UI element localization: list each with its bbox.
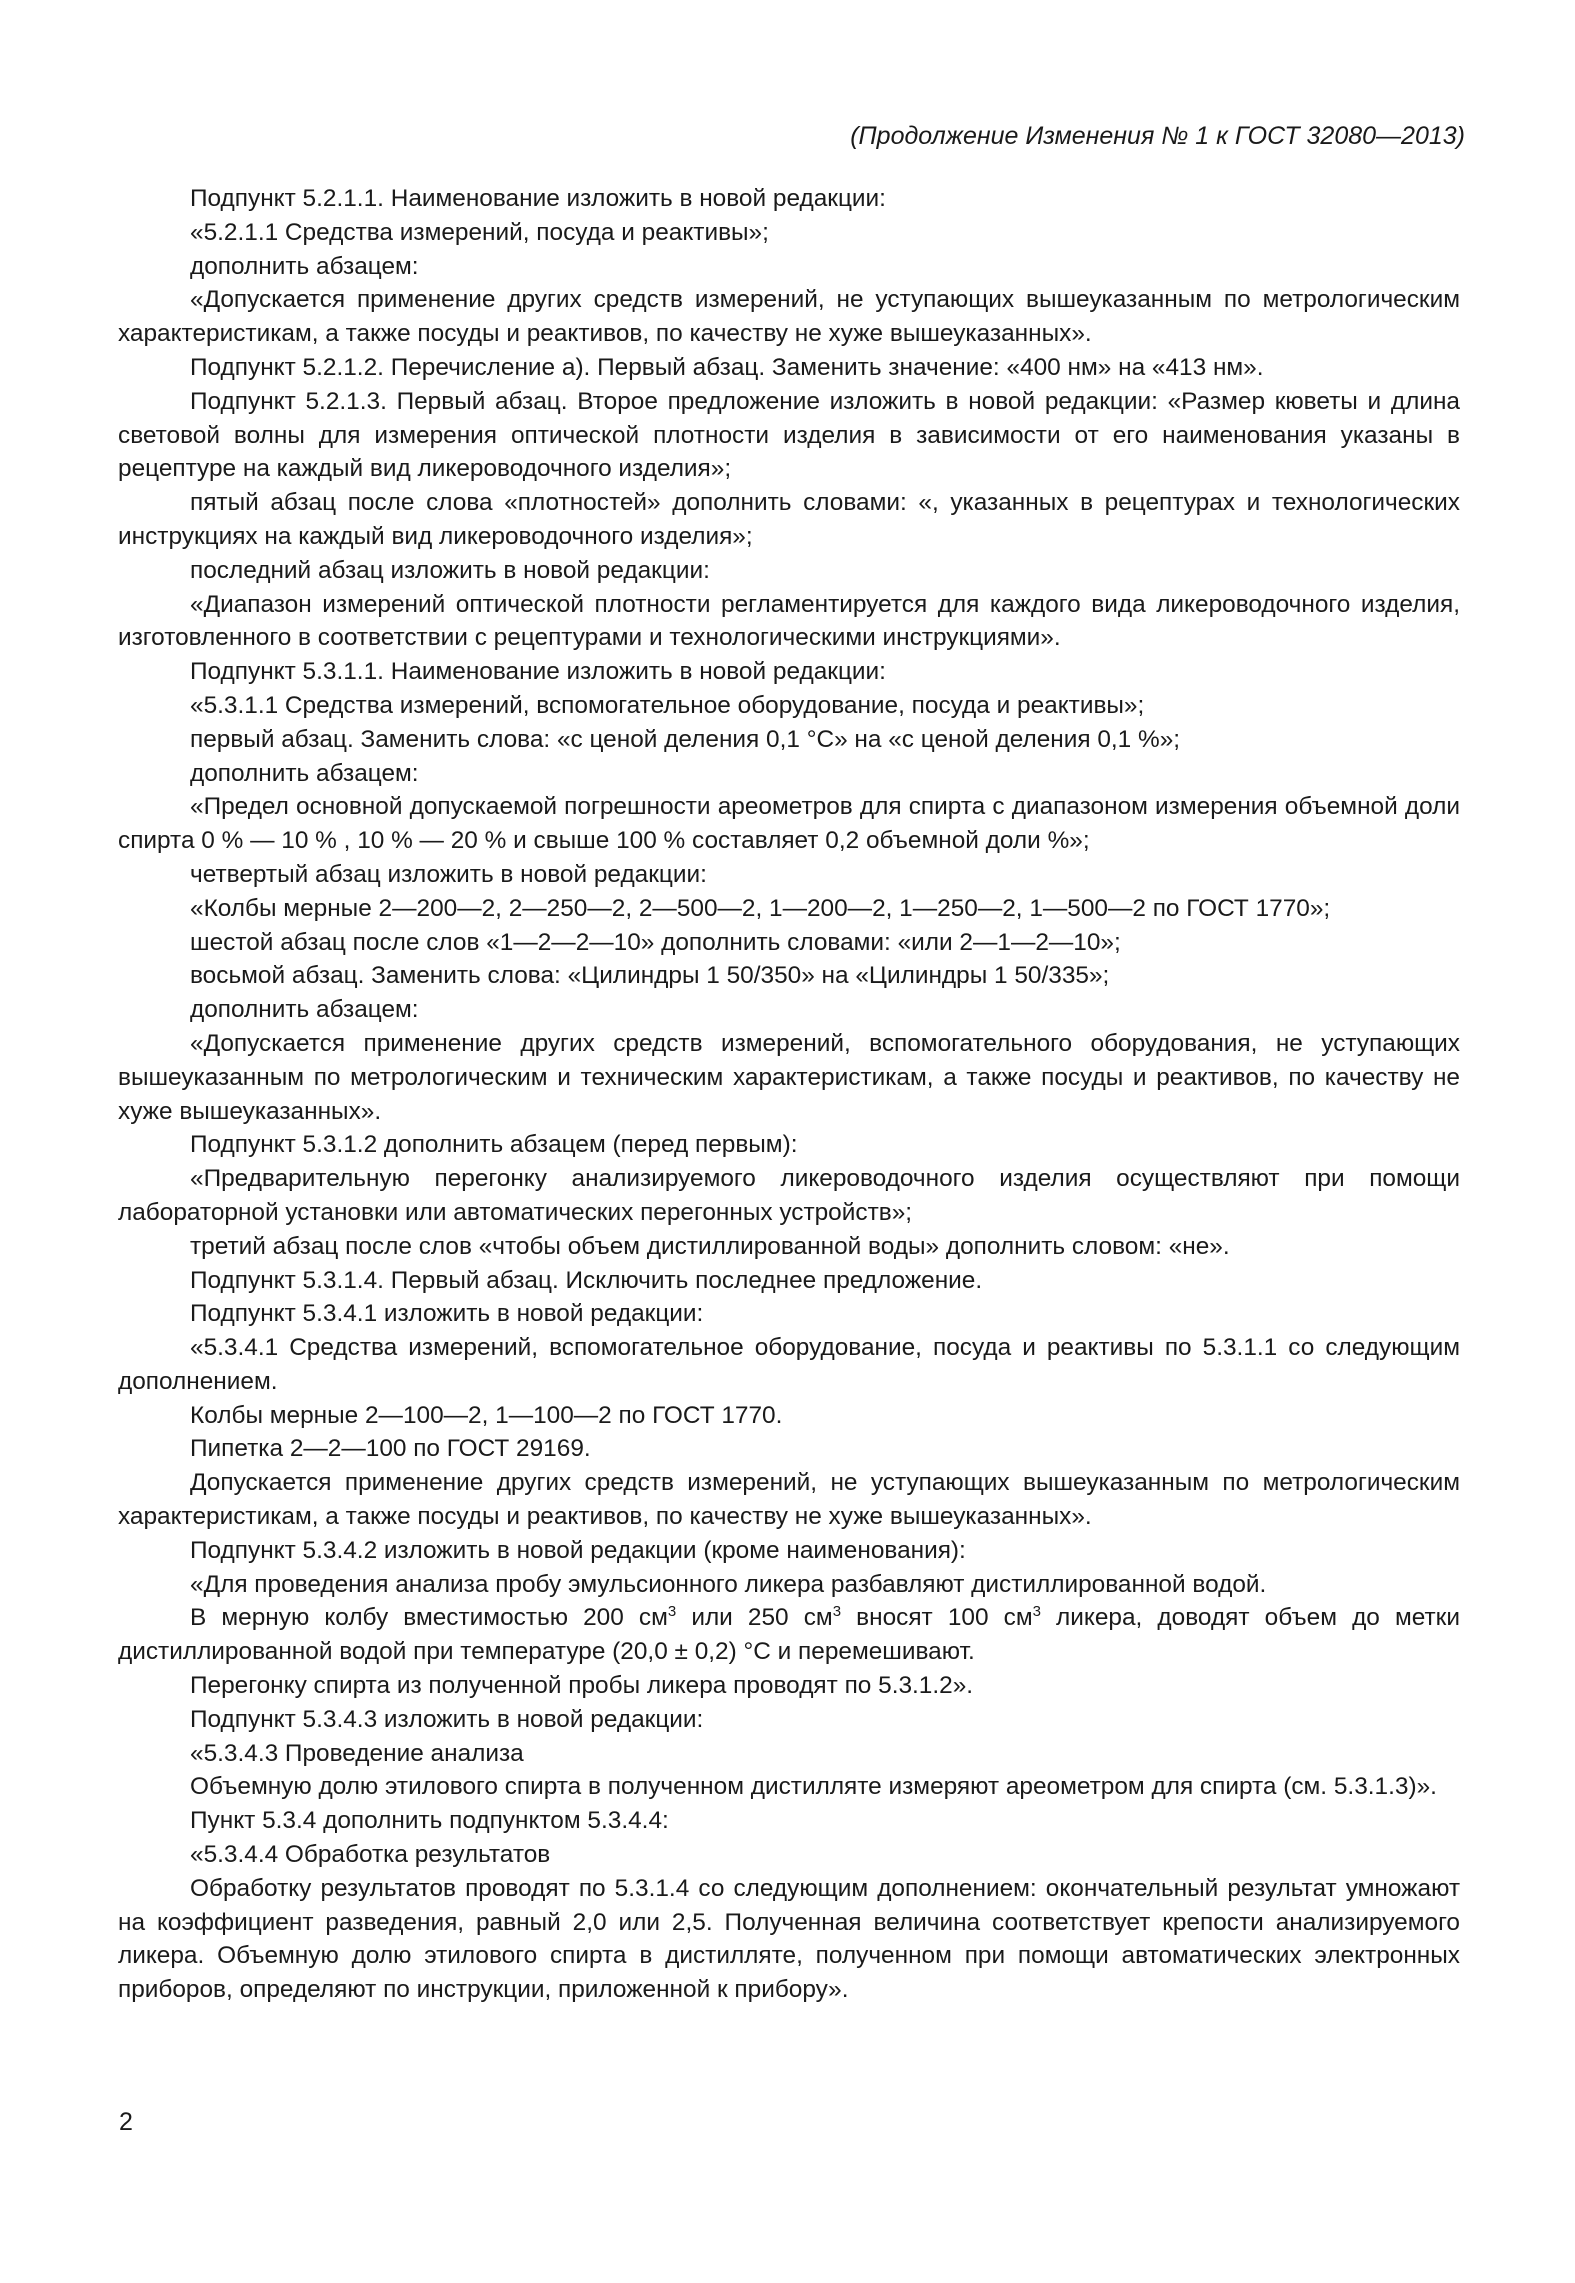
paragraph: пятый абзац после слова «плотностей» дополнить словами: «, указанных в рецептурах и технологических инструкциях на каждый вид ликероводочного изделия»;	[118, 489, 1460, 550]
cube-exponent-3: 3	[1032, 1603, 1041, 1621]
paragraph: первый абзац. Заменить слова: «с ценой деления 0,1 °С» на «с ценой деления 0,1 %»;	[190, 725, 1181, 753]
volume-text-1: В мерную колбу вместимостью 200 см	[190, 1604, 668, 1632]
paragraph: Подпункт 5.2.1.2. Перечисление а). Первый абзац. Заменить значение: «400 нм» на «413 нм».	[190, 353, 1264, 381]
paragraph: Обработку результатов проводят по 5.3.1.4 со следующим дополнением: окончательный результат умножают на коэффициент разведения, равный 2,0 или 2,5. Полученная величина соответствует крепости анализируемого ликера. Объемную долю этилового спирта в дистилляте, полученном при помощи автоматических электронных приборов, определяют по инструкции, приложенной к прибору».	[118, 1874, 1460, 2004]
paragraph: «Допускается применение других средств измерений, вспомогательного оборудования, не уступающих вышеуказанным по метрологическим и техническим характеристикам, а также посуды и реактивов, по качеству не хуже вышеуказанных».	[118, 1029, 1460, 1125]
paragraph: «Допускается применение других средств измерений, не уступающих вышеуказанным по метрологическим характеристикам, а также посуды и реактивов, по качеству не хуже вышеуказанных».	[118, 286, 1460, 348]
paragraph: Допускается применение других средств измерений, не уступающих вышеуказанным по метрологическим характеристикам, а также посуды и реактивов, по качеству не хуже вышеуказанных».	[118, 1469, 1460, 1531]
paragraph: Пипетка 2—2—100 по ГОСТ 29169.	[190, 1435, 591, 1463]
paragraph: Подпункт 5.2.1.3. Первый абзац. Второе предложение изложить в новой редакции: «Размер кюветы и длина световой волны для измерения оптической плотности изделия в зависимости от его наименования указаны в рецептуре на каждый вид ликероводочного изделия»;	[118, 387, 1460, 483]
volume-text-2: или 250 см	[676, 1604, 833, 1632]
volume-text-4: ликера, доводят объем до метки дистиллированной водой при температуре (20,0 ± 0,2) °С и перемешивают.	[118, 1604, 1460, 1666]
paragraph: Подпункт 5.3.4.1 изложить в новой редакции:	[190, 1300, 704, 1328]
paragraph: Подпункт 5.3.4.2 изложить в новой редакции (кроме наименования):	[190, 1536, 966, 1564]
volume-text-3: вносят 100 см	[841, 1604, 1033, 1632]
page-number: 2	[119, 2108, 133, 2136]
paragraph: Подпункт 5.2.1.1. Наименование изложить в новой редакции:	[190, 185, 886, 212]
paragraph: Объемную долю этилового спирта в полученном дистилляте измеряют ареометром для спирта (см. 5.3.1.3)».	[190, 1773, 1437, 1801]
paragraphs-block-end	[118, 1669, 1460, 2007]
paragraph: «Предварительную перегонку анализируемого ликероводочного изделия осуществляют при помощи лабораторной установки или автоматических перегонных устройств»;	[118, 1165, 1460, 1226]
paragraph: шестой абзац после слов «1—2—2—10» дополнить словами: «или 2—1—2—10»;	[190, 928, 1121, 956]
paragraph: «Для проведения анализа пробу эмульсионного ликера разбавляют дистиллированной водой.	[190, 1570, 1267, 1598]
paragraph: Перегонку спирта из полученной пробы ликера проводят по 5.3.1.2».	[190, 1672, 974, 1700]
paragraph: «5.3.1.1 Средства измерений, вспомогательное оборудование, посуда и реактивы»;	[190, 691, 1145, 719]
paragraph: Колбы мерные 2—100—2, 1—100—2 по ГОСТ 1770.	[190, 1401, 783, 1429]
paragraph: Пункт 5.3.4 дополнить подпунктом 5.3.4.4:	[190, 1807, 669, 1835]
paragraph: «5.2.1.1 Средства измерений, посуда и реактивы»;	[190, 218, 769, 246]
paragraph: третий абзац после слов «чтобы объем дистиллированной воды» дополнить словом: «не».	[190, 1232, 1230, 1260]
paragraph: Подпункт 5.3.1.1. Наименование изложить в новой редакции:	[190, 658, 886, 686]
paragraphs-block-main	[118, 182, 1460, 1601]
document-body	[118, 182, 1460, 2007]
paragraph: «5.3.4.3 Проведение анализа	[190, 1739, 524, 1767]
paragraph: дополнить абзацем:	[190, 996, 419, 1024]
paragraph: «5.3.4.4 Обработка результатов	[190, 1841, 551, 1869]
volume-paragraph	[118, 1601, 1460, 1669]
paragraph: «Колбы мерные 2—200—2, 2—250—2, 2—500—2, 1—200—2, 1—250—2, 1—500—2 по ГОСТ 1770»;	[190, 894, 1331, 922]
paragraph: восьмой абзац. Заменить слова: «Цилиндры 1 50/350» на «Цилиндры 1 50/335»;	[190, 962, 1110, 990]
running-header: (Продолжение Изменения № 1 к ГОСТ 32080—2013)	[850, 122, 1465, 150]
paragraph: «5.3.4.1 Средства измерений, вспомогательное оборудование, посуда и реактивы по 5.3.1.1 со следующим дополнением.	[118, 1334, 1460, 1395]
paragraph: дополнить абзацем:	[190, 759, 419, 787]
paragraph: Подпункт 5.3.1.2 дополнить абзацем (перед первым):	[190, 1131, 798, 1159]
paragraph: последний абзац изложить в новой редакции:	[190, 556, 710, 584]
paragraph: Подпункт 5.3.4.3 изложить в новой редакции:	[190, 1705, 704, 1733]
paragraph: Подпункт 5.3.1.4. Первый абзац. Исключить последнее предложение.	[190, 1266, 983, 1294]
paragraph: «Диапазон измерений оптической плотности регламентируется для каждого вида ликероводочного изделия, изготовленного в соответствии с рецептурами и технологическими инструкциями».	[118, 590, 1460, 652]
cube-exponent-2: 3	[832, 1603, 842, 1621]
cube-exponent-1: 3	[667, 1603, 677, 1621]
paragraph: «Предел основной допускаемой погрешности ареометров для спирта с диапазоном измерения объемной доли спирта 0 % — 10 % , 10 % — 20 % и свыше 100 % составляет 0,2 объемной доли %»;	[118, 793, 1460, 855]
paragraph: четвертый абзац изложить в новой редакции:	[190, 860, 707, 888]
paragraph: дополнить абзацем:	[190, 252, 419, 280]
